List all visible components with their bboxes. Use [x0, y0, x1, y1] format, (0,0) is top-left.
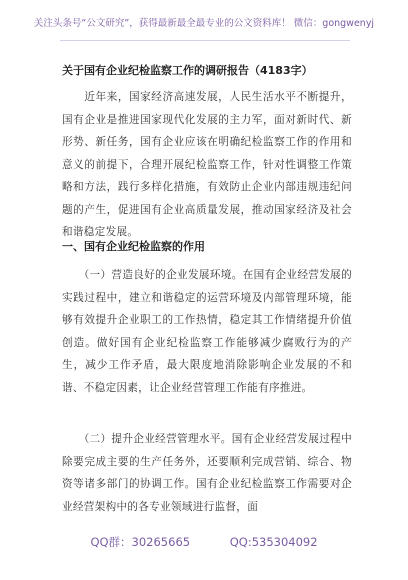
intro-paragraph: 近年来，国家经济高速发展，人民生活水平不断提升，国有企业是推进国家现代化发展的主力军，面对新时代、新形势、新任务，国有企业应该在明确纪检监察工作的作用和意义的前提下，合理开展纪检监察工作，针对性调整工作策略和方法，践行多样化措施，有效防止企业内部违规违纪问题的产生，促进国有企业高质量发展，推动国家经济及社会和谐稳定发展。: [62, 91, 352, 238]
section-heading-1: 一、国有企业纪检监察的作用: [62, 240, 205, 253]
footer-contact: [0, 534, 408, 550]
section-1-paragraph-1: （一）营造良好的企业发展环境。在国有企业经营发展的实践过程中，建立和谐稳定的运营环境及内部管理环境，能够有效提升企业职工的工作热情，稳定其工作情绪提升价值创造。做好国有企业纪检监察工作能够减少腐败行为的产生，减少工作矛盾，最大限度地消除影响企业发展的不和谐、不稳定因素，让企业经营管理工作能有序推进。: [62, 269, 352, 394]
section-1-paragraph-2: （二）提升企业经营管理水平。国有企业经营发展过程中除要完成主要的生产任务外，还要顺利完成营销、综合、物资等诸多部门的协调工作。国有企业纪检监察工作需要对企业经营架构中的各专业领域进行监督，面: [62, 433, 352, 513]
header-promo-note: 关注头条号“公文研究”，获得最新最全最专业的公文资料库！ 微信：gongwenyj: [33, 18, 375, 29]
footer-qq: QQ:535304092: [229, 535, 318, 549]
header-divider: [60, 40, 350, 41]
footer-qq-group: QQ群：30265665: [90, 535, 191, 549]
document-title: 关于国有企业纪检监察工作的调研报告（4183字）: [62, 64, 313, 77]
